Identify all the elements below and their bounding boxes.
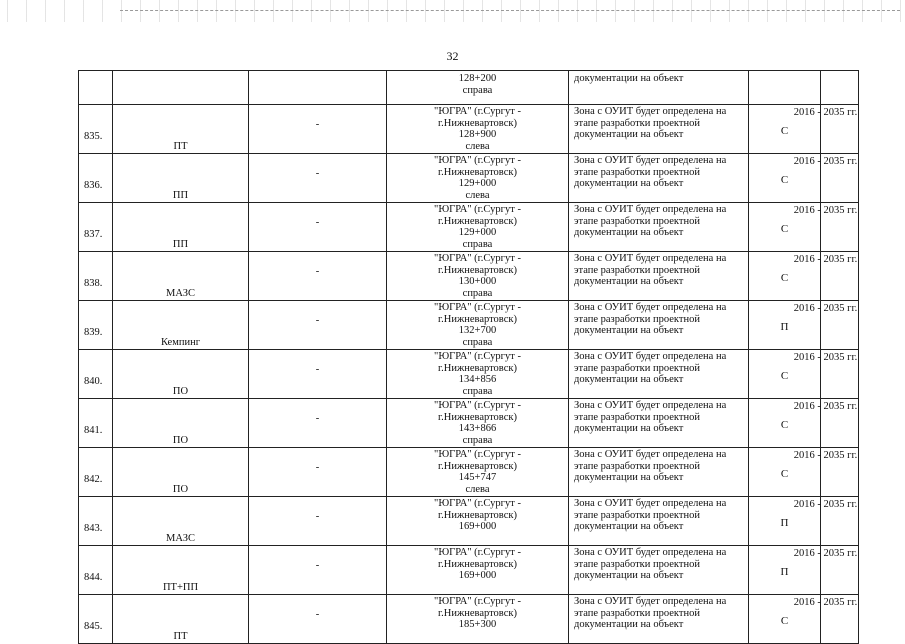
object-type: МАЗС: [166, 532, 195, 544]
cell-object: [113, 399, 249, 448]
cell-object: [113, 546, 249, 595]
note-line: Зона с ОУИТ будет определена на: [574, 302, 727, 313]
location-line: 169+000: [458, 521, 497, 532]
cell-location: [387, 595, 569, 644]
note-text: [574, 204, 746, 239]
cell-location: [387, 350, 569, 399]
cell-num: [79, 448, 113, 497]
location-line: г.Нижневартовск): [438, 509, 517, 521]
row-number: 841.: [84, 424, 103, 436]
period-text: 2016 - 2035 гг.: [793, 352, 858, 363]
note-line: этапе разработки проектной: [574, 607, 700, 619]
cell-dash: [249, 350, 387, 399]
row-number: 836.: [84, 179, 103, 191]
note-line: этапе разработки проектной: [574, 166, 700, 178]
row-number: 837.: [84, 228, 103, 240]
cell-note: [569, 595, 749, 644]
cell-dash: [249, 252, 387, 301]
table-row: [79, 203, 859, 252]
row-number: 842.: [84, 473, 103, 485]
cell-period: [793, 399, 859, 448]
location-line: г.Нижневартовск): [438, 411, 517, 423]
object-type: ПО: [172, 385, 189, 397]
cell-period: [793, 595, 859, 644]
dash-mark: -: [315, 119, 320, 130]
cell-location: [387, 399, 569, 448]
object-type: ПО: [172, 483, 189, 495]
cell-note: [569, 448, 749, 497]
cell-location: [387, 105, 569, 154]
cell-period: [793, 203, 859, 252]
cell-object: [113, 497, 249, 546]
cell-object: [113, 105, 249, 154]
records-table: [78, 70, 858, 644]
note-line: документации на объект: [574, 619, 684, 630]
cell-num: [79, 350, 113, 399]
note-text: [574, 351, 746, 386]
note-text: [574, 302, 746, 337]
cell-dash: [249, 71, 387, 105]
cell-num: [79, 71, 113, 105]
note-line: Зона с ОУИТ будет определена на: [574, 547, 727, 558]
dash-mark: -: [315, 609, 320, 620]
dash-mark: -: [315, 168, 320, 179]
note-text: [574, 449, 746, 484]
location-text: [387, 106, 568, 152]
cell-dash: [249, 595, 387, 644]
cell-dash: [249, 448, 387, 497]
location-line: 130+000: [458, 276, 497, 287]
note-line: Зона с ОУИТ будет определена на: [574, 498, 727, 509]
location-line: 132+700: [458, 325, 497, 336]
cell-note: [569, 301, 749, 350]
cell-num: [79, 252, 113, 301]
dash-mark: -: [315, 462, 320, 473]
note-line: Зона с ОУИТ будет определена на: [574, 400, 727, 411]
note-line: документации на объект: [574, 325, 684, 336]
cell-location: [387, 71, 569, 105]
note-line: Зона с ОУИТ будет определена на: [574, 449, 727, 460]
period-text: 2016 - 2035 гг.: [793, 401, 858, 412]
location-line: справа: [462, 385, 493, 397]
location-line: г.Нижневартовск): [438, 558, 517, 570]
cell-note: [569, 105, 749, 154]
period-text: 2016 - 2035 гг.: [793, 303, 858, 314]
cell-period: [821, 71, 859, 105]
row-number: 845.: [84, 620, 103, 632]
object-type: ПП: [172, 238, 189, 250]
category-letter: С: [780, 370, 789, 382]
note-text: [574, 547, 746, 582]
note-text: [574, 596, 746, 631]
object-type: Кемпинг: [160, 336, 201, 348]
cell-location: [387, 203, 569, 252]
category-letter: П: [780, 517, 789, 529]
location-text: [387, 547, 568, 582]
row-number: 843.: [84, 522, 103, 534]
cell-object: [113, 252, 249, 301]
object-type: ПТ+ПП: [162, 581, 199, 593]
note-line: документации на объект: [574, 129, 684, 140]
cell-location: [387, 448, 569, 497]
location-text: [387, 155, 568, 201]
cell-note: [569, 203, 749, 252]
location-line: "ЮГРА" (г.Сургут -: [434, 596, 521, 607]
cell-dash: [249, 154, 387, 203]
location-line: справа: [462, 434, 493, 446]
location-text: [387, 400, 568, 446]
location-line: 169+000: [458, 570, 497, 581]
location-text: [387, 73, 568, 96]
category-letter: С: [780, 125, 789, 137]
row-number: 840.: [84, 375, 103, 387]
dash-mark: -: [315, 560, 320, 571]
period-text: 2016 - 2035 гг.: [793, 499, 858, 510]
row-number: 844.: [84, 571, 103, 583]
note-line: этапе разработки проектной: [574, 509, 700, 521]
cell-period: [793, 497, 859, 546]
note-text: документации на объект: [574, 73, 684, 84]
location-text: [387, 596, 568, 631]
note-line: Зона с ОУИТ будет определена на: [574, 351, 727, 362]
category-letter: С: [780, 615, 789, 627]
cell-num: [79, 595, 113, 644]
note-line: документации на объект: [574, 276, 684, 287]
cell-note: [569, 71, 749, 105]
category-letter: С: [780, 468, 789, 480]
cell-dash: [249, 497, 387, 546]
row-number: 835.: [84, 130, 103, 142]
table-row: [79, 105, 859, 154]
note-line: Зона с ОУИТ будет определена на: [574, 596, 727, 607]
location-text: [387, 302, 568, 348]
category-letter: С: [780, 272, 789, 284]
location-line: справа: [462, 238, 493, 250]
table-row: [79, 546, 859, 595]
location-line: г.Нижневартовск): [438, 313, 517, 325]
location-line: г.Нижневартовск): [438, 607, 517, 619]
cell-object: [113, 448, 249, 497]
table-row-continuation: [79, 71, 859, 105]
cell-num: [79, 497, 113, 546]
page-number: 32: [446, 49, 459, 63]
table-body: [79, 71, 859, 644]
cell-note: [569, 399, 749, 448]
note-line: этапе разработки проектной: [574, 411, 700, 423]
note-text: [574, 253, 746, 288]
table-row: [79, 350, 859, 399]
note-line: документации на объект: [574, 472, 684, 483]
cell-location: [387, 301, 569, 350]
note-line: документации на объект: [574, 423, 684, 434]
cell-note: [569, 350, 749, 399]
location-line: "ЮГРА" (г.Сургут -: [434, 253, 521, 264]
location-line: "ЮГРА" (г.Сургут -: [434, 547, 521, 558]
object-type: ПТ: [173, 630, 188, 642]
cell-location: [387, 497, 569, 546]
dash-mark: -: [315, 266, 320, 277]
note-line: Зона с ОУИТ будет определена на: [574, 253, 727, 264]
cell-location: [387, 546, 569, 595]
object-type: ПО: [172, 434, 189, 446]
scan-artifact-line: [120, 10, 900, 11]
cell-dash: [249, 203, 387, 252]
location-line: "ЮГРА" (г.Сургут -: [434, 449, 521, 460]
location-line: "ЮГРА" (г.Сургут -: [434, 155, 521, 166]
cell-period: [793, 448, 859, 497]
location-line: справа: [462, 336, 493, 348]
object-type: ПТ: [173, 140, 188, 152]
location-text: [387, 498, 568, 533]
note-line: документации на объект: [574, 521, 684, 532]
location-line: г.Нижневартовск): [438, 117, 517, 129]
note-line: этапе разработки проектной: [574, 362, 700, 374]
period-text: 2016 - 2035 гг.: [793, 548, 858, 559]
location-text: [387, 253, 568, 299]
cell-object: [113, 154, 249, 203]
cell-dash: [249, 105, 387, 154]
category-letter: П: [780, 566, 789, 578]
cell-location: [387, 154, 569, 203]
cell-num: [79, 546, 113, 595]
period-text: 2016 - 2035 гг.: [793, 205, 858, 216]
location-line: г.Нижневартовск): [438, 362, 517, 374]
cell-object: [113, 203, 249, 252]
cell-period: [793, 154, 859, 203]
dash-mark: -: [315, 217, 320, 228]
cell-note: [569, 546, 749, 595]
period-text: 2016 - 2035 гг.: [793, 156, 858, 167]
location-line: 185+300: [458, 619, 497, 630]
location-line: 128+200: [458, 73, 497, 84]
location-line: "ЮГРА" (г.Сургут -: [434, 302, 521, 313]
table-grid: [78, 70, 859, 644]
cell-object: [113, 301, 249, 350]
cell-period: [793, 301, 859, 350]
note-text: [574, 498, 746, 533]
location-line: справа: [462, 287, 493, 299]
note-line: документации на объект: [574, 227, 684, 238]
table-row: [79, 252, 859, 301]
location-text: [387, 204, 568, 250]
note-line: этапе разработки проектной: [574, 117, 700, 129]
row-number: 838.: [84, 277, 103, 289]
table-row: [79, 448, 859, 497]
cell-period: [793, 252, 859, 301]
note-line: документации на объект: [574, 178, 684, 189]
note-line: Зона с ОУИТ будет определена на: [574, 106, 727, 117]
table-row: [79, 595, 859, 644]
cell-num: [79, 154, 113, 203]
category-letter: П: [780, 321, 789, 333]
cell-note: [569, 252, 749, 301]
cell-note: [569, 497, 749, 546]
category-letter: С: [780, 419, 789, 431]
cell-period: [793, 105, 859, 154]
cell-period: [793, 546, 859, 595]
location-line: "ЮГРА" (г.Сургут -: [434, 498, 521, 509]
location-line: 145+747: [458, 472, 497, 483]
note-line: этапе разработки проектной: [574, 558, 700, 570]
dash-mark: -: [315, 364, 320, 375]
note-line: этапе разработки проектной: [574, 460, 700, 472]
period-text: 2016 - 2035 гг.: [793, 107, 858, 118]
note-line: Зона с ОУИТ будет определена на: [574, 204, 727, 215]
cell-object: [113, 595, 249, 644]
location-line: г.Нижневартовск): [438, 460, 517, 472]
cell-dash: [249, 399, 387, 448]
location-line: г.Нижневартовск): [438, 264, 517, 276]
location-line: справа: [462, 84, 493, 96]
note-text: [574, 400, 746, 435]
cell-num: [79, 105, 113, 154]
table-row: [79, 154, 859, 203]
category-letter: С: [780, 174, 789, 186]
location-line: 134+856: [458, 374, 497, 385]
note-line: Зона с ОУИТ будет определена на: [574, 155, 727, 166]
note-line: документации на объект: [574, 570, 684, 581]
cell-dash: [249, 301, 387, 350]
location-line: "ЮГРА" (г.Сургут -: [434, 400, 521, 411]
note-line: этапе разработки проектной: [574, 264, 700, 276]
row-number: 839.: [84, 326, 103, 338]
note-text: [574, 106, 746, 141]
cell-location: [387, 252, 569, 301]
location-line: г.Нижневартовск): [438, 166, 517, 178]
cell-dash: [249, 546, 387, 595]
location-text: [387, 351, 568, 397]
table-row: [79, 497, 859, 546]
cell-object: [113, 350, 249, 399]
dash-mark: -: [315, 315, 320, 326]
cell-note: [569, 154, 749, 203]
table-row: [79, 301, 859, 350]
object-type: ПП: [172, 189, 189, 201]
scan-artifact-top: [0, 0, 905, 22]
period-text: 2016 - 2035 гг.: [793, 254, 858, 265]
location-line: слева: [465, 189, 490, 201]
category-letter: С: [780, 223, 789, 235]
location-line: 128+900: [458, 129, 497, 140]
cell-num: [79, 399, 113, 448]
location-line: 129+000: [458, 178, 497, 189]
dash-mark: -: [315, 413, 320, 424]
cell-num: [79, 203, 113, 252]
location-line: "ЮГРА" (г.Сургут -: [434, 106, 521, 117]
cell-num: [79, 301, 113, 350]
location-line: 129+000: [458, 227, 497, 238]
period-text: 2016 - 2035 гг.: [793, 597, 858, 608]
table-row: [79, 399, 859, 448]
cell-object: [113, 71, 249, 105]
location-line: 143+866: [458, 423, 497, 434]
note-line: этапе разработки проектной: [574, 215, 700, 227]
location-line: "ЮГРА" (г.Сургут -: [434, 351, 521, 362]
dash-mark: -: [315, 511, 320, 522]
period-text: 2016 - 2035 гг.: [793, 450, 858, 461]
object-type: МАЗС: [166, 287, 195, 299]
location-line: слева: [465, 140, 490, 152]
note-text: [574, 155, 746, 190]
note-line: этапе разработки проектной: [574, 313, 700, 325]
location-line: слева: [465, 483, 490, 495]
note-line: документации на объект: [574, 374, 684, 385]
cell-category: [749, 71, 821, 105]
location-line: "ЮГРА" (г.Сургут -: [434, 204, 521, 215]
location-line: г.Нижневартовск): [438, 215, 517, 227]
cell-period: [793, 350, 859, 399]
location-text: [387, 449, 568, 495]
